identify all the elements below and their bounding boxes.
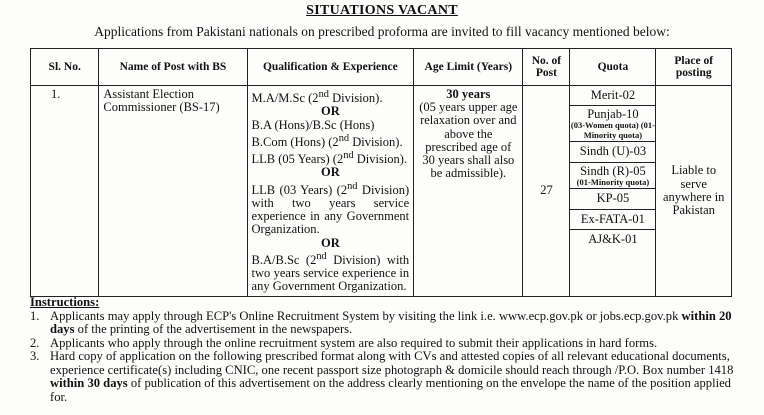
header-place-of-posting: Place of posting: [656, 49, 732, 86]
quota-note: (01-Minority quota): [576, 176, 650, 187]
age-limit-detail: (05 years upper age relaxation over and above the prescribed age of 30 years shall also be admissible).: [419, 100, 518, 181]
header-post-name: Name of Post with BS: [99, 49, 247, 86]
quota-label: Ex-FATA-01: [580, 211, 645, 226]
row-no-of-post: 27: [523, 86, 570, 297]
header-qualification: Qualification & Experience: [247, 49, 414, 86]
quota-item: [570, 106, 655, 142]
instruction-item: [30, 350, 750, 404]
qualification-line: LLB (03 Years) (2nd Division) with two years service experience in any Government Organization.: [251, 180, 410, 237]
quota-item: [570, 230, 655, 249]
or-separator: OR: [320, 165, 340, 180]
quota-label: Punjab-10: [587, 107, 639, 122]
instructions-title: Instructions:: [30, 295, 100, 309]
qualification-line: B.A (Hons)/B.Sc (Hons): [251, 117, 375, 132]
page-title: SITUATIONS VACANT: [306, 3, 458, 18]
header-sl-no: Sl. No.: [31, 49, 99, 86]
quota-label: Sindh (R)-05: [580, 163, 646, 178]
or-separator: OR: [320, 104, 340, 119]
age-limit-main: 30 years: [446, 87, 491, 101]
header-quota: Quota: [570, 49, 656, 86]
instruction-text: Hard copy of application on the following prescribed format along with CVs and attested copies of all relevant educational documents, experience certificate(s) including CNIC, one recent passport size photograph & domicile should reach through /P.O. Box number 1418 within 30 days of publication of this advertisement on the address clearly mentioning on the envelope the name of the position applied for.: [50, 349, 734, 404]
quota-label: Sindh (U)-03: [579, 144, 647, 159]
quota-note: (03-Women quota) (01- Minority quota): [570, 120, 655, 140]
instruction-number: 2.: [30, 335, 40, 350]
row-post-name: Assistant Election Commissioner (BS-17): [99, 86, 247, 297]
instruction-item: [30, 337, 750, 351]
qualification-line: B.A/B.Sc (2nd Division) with two years service experience in any Government Organization.: [251, 250, 410, 294]
table-header-row: [31, 49, 732, 86]
row-sl-no: 1.: [31, 86, 99, 297]
header-no-of-post: No. of Post: [523, 49, 570, 86]
instructions-list: [30, 310, 750, 405]
quota-label: Merit-02: [590, 88, 636, 102]
quota-item: [570, 86, 655, 106]
table-row: [31, 86, 732, 297]
instruction-item: [30, 310, 750, 337]
instruction-number: 1.: [30, 308, 40, 323]
row-age-limit: [414, 86, 523, 297]
instruction-text: Applicants may apply through ECP's Online Recruitment System by visiting the link i.e. www.ecp.gov.pk or jobs.ecp.gov.pk within 20 days of the printing of the advertisement in the newspapers.: [50, 308, 732, 336]
row-place-of-posting: Liable to serve anywhere in Pakistan: [656, 86, 732, 297]
quota-item: [570, 210, 655, 230]
qualification-line: B.Com (Hons) (2nd Division).: [251, 132, 403, 149]
vacancy-table: [30, 48, 732, 297]
row-quota: [570, 86, 656, 297]
quota-list: [570, 86, 655, 249]
quota-label: AJ&K-01: [588, 231, 638, 246]
row-qualification: [247, 86, 414, 297]
quota-label: KP-05: [596, 191, 630, 206]
qualification-line: M.A/M.Sc (2nd Division).: [251, 89, 383, 106]
instructions-section: [30, 296, 750, 404]
instruction-number: 3.: [30, 349, 40, 363]
quota-item: [570, 142, 655, 162]
quota-item: [570, 163, 655, 190]
intro-text: Applications from Pakistani nationals on prescribed proforma are invited to fill vacancy mentioned below:: [94, 24, 670, 39]
instruction-text: Applicants who apply through the online recruitment system are also required to submit their applications in hard forms.: [50, 335, 658, 350]
qualification-line: LLB (05 Years) (2nd Division).: [251, 150, 408, 167]
header-age-limit: Age Limit (Years): [414, 49, 523, 86]
quota-item: [570, 189, 655, 209]
or-separator: OR: [320, 235, 340, 250]
